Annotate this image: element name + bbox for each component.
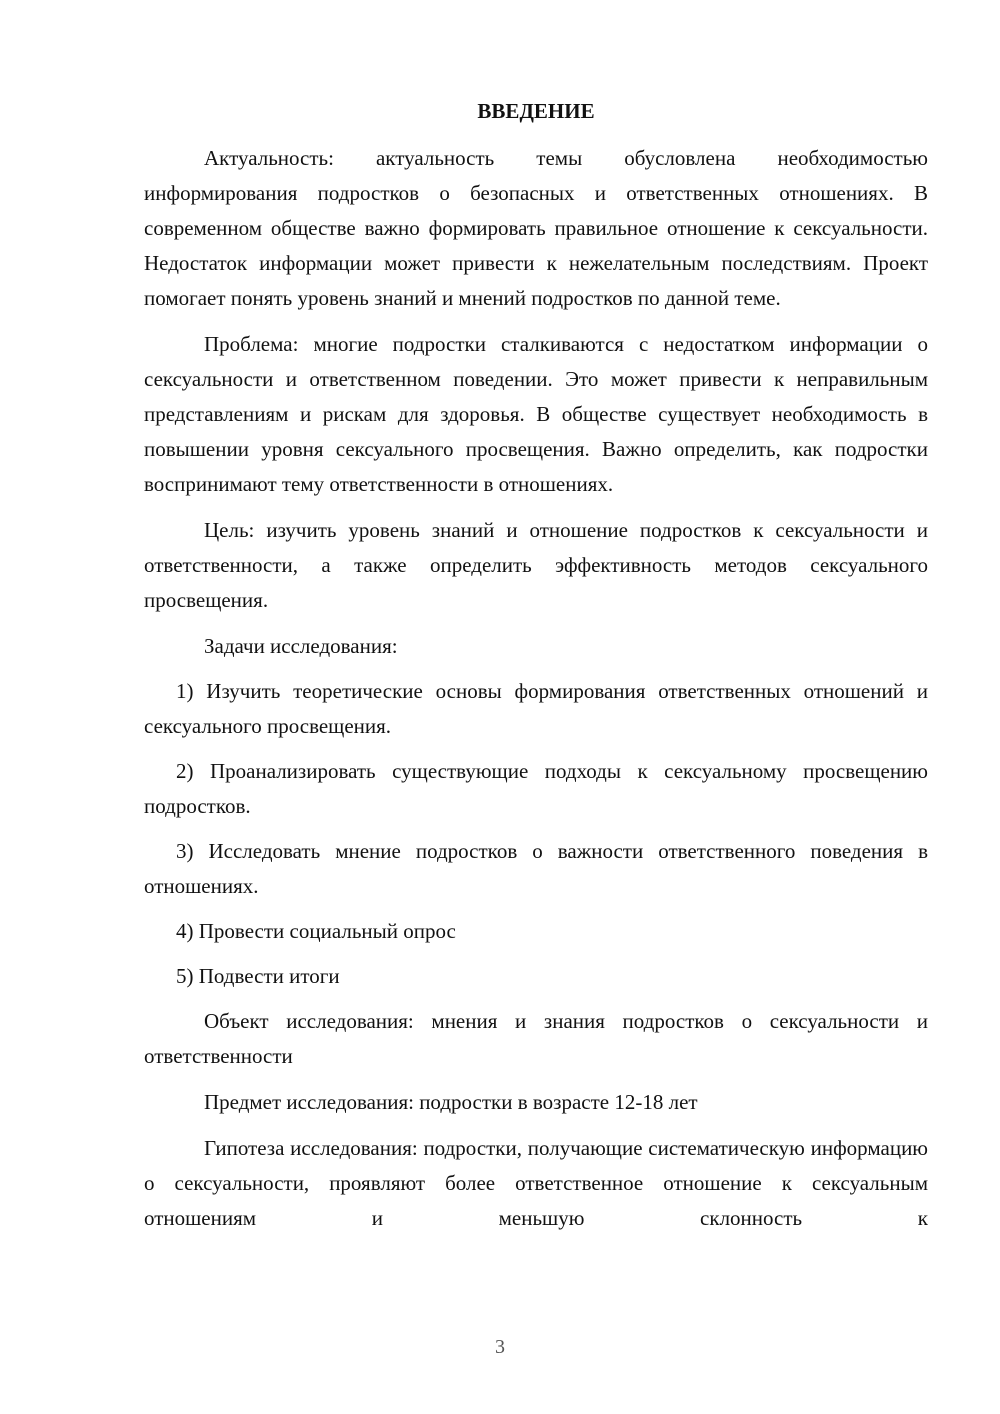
hypothesis-paragraph: Гипотеза исследования: подростки, получающие систематическую информацию о сексуальности, проявляют более ответственное отношение к сексуальным отношениям и меньшую склонность к — [144, 1136, 928, 1230]
task-item: 4) Провести социальный опрос — [176, 919, 456, 943]
relevance-paragraph: Актуальность: актуальность темы обусловлена необходимостью информирования подростков о безопасных и ответственных отношениях. В современном обществе важно формировать правильное отношение к сексуальности. Недостаток информации может привести к нежелательным последствиям. Проект помогает понять уровень знаний и мнений подростков по данной теме. — [144, 146, 928, 310]
subject-paragraph: Предмет исследования: подростки в возрасте 12-18 лет — [204, 1090, 698, 1114]
tasks-heading: Задачи исследования: — [204, 634, 398, 658]
task-item: 3) Исследовать мнение подростков о важности ответственного поведения в отношениях. — [144, 839, 928, 898]
page-body — [144, 94, 928, 1247]
page-number: 3 — [495, 1336, 505, 1358]
section-heading: ВВЕДЕНИЕ — [477, 99, 595, 123]
goal-paragraph: Цель: изучить уровень знаний и отношение подростков к сексуальности и ответственности, а также определить эффективность методов сексуального просвещения. — [144, 518, 928, 612]
problem-paragraph: Проблема: многие подростки сталкиваются с недостатком информации о сексуальности и ответственном поведении. Это может привести к неправильным представлениям и рискам для здоровья. В обществе существует необходимость в повышении уровня сексуального просвещения. Важно определить, как подростки воспринимают тему ответственности в отношениях. — [144, 332, 928, 496]
task-item: 5) Подвести итоги — [176, 964, 340, 988]
task-item: 2) Проанализировать существующие подходы к сексуальному просвещению подростков. — [144, 759, 928, 818]
task-item: 1) Изучить теоретические основы формирования ответственных отношений и сексуального просвещения. — [144, 679, 928, 738]
object-paragraph: Объект исследования: мнения и знания подростков о сексуальности и ответственности — [144, 1009, 928, 1068]
